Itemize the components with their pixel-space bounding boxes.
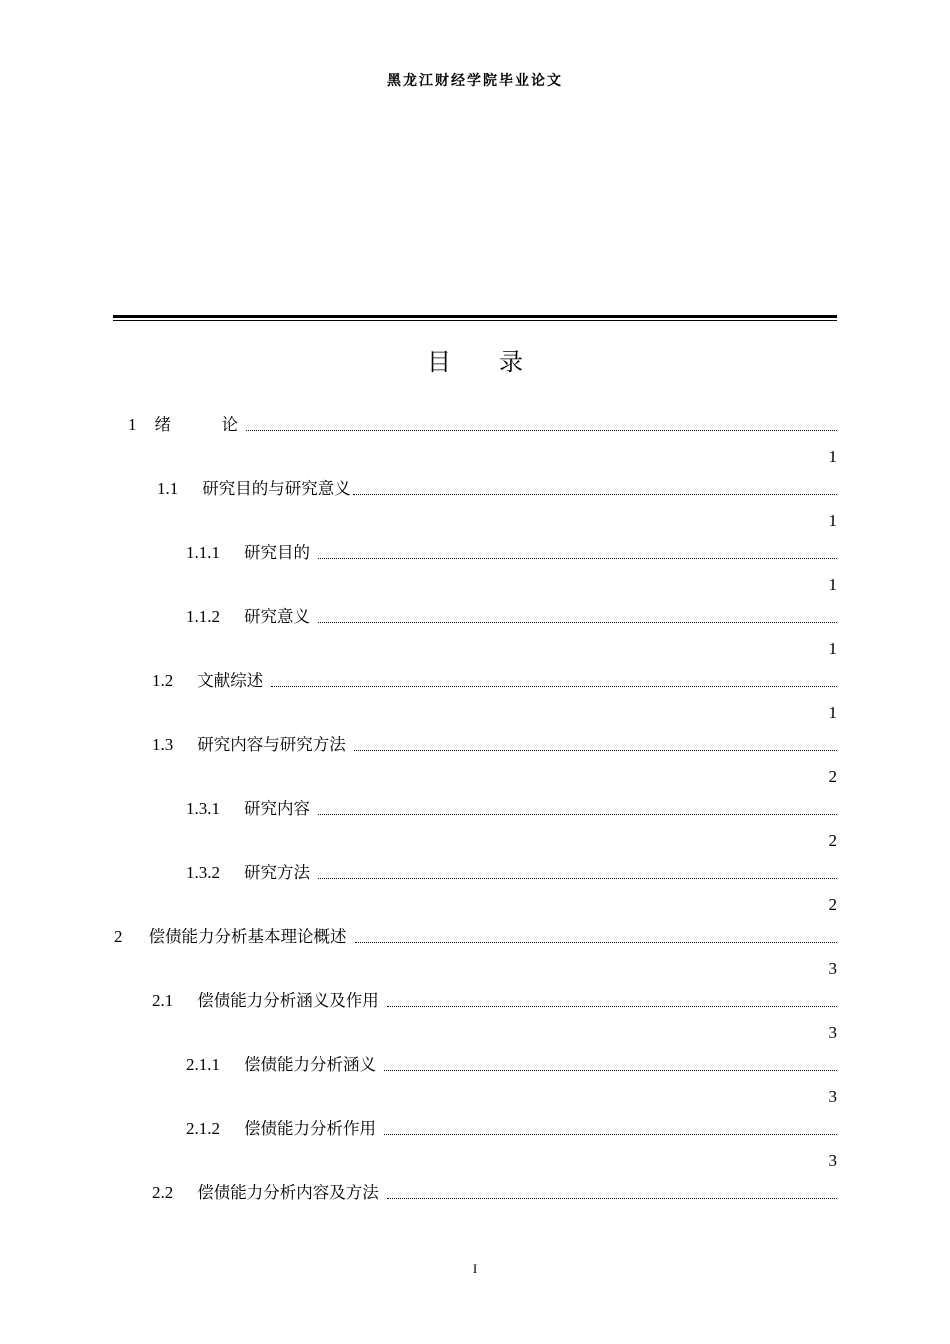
page-header: 黑龙江财经学院毕业论文 <box>387 73 563 89</box>
toc-entry-number: 2.1 <box>152 991 174 1010</box>
toc-entry[interactable] <box>186 1118 837 1140</box>
toc-entry-label: 文献综述 <box>197 671 264 690</box>
toc-leader-dots <box>318 621 837 623</box>
toc-entry[interactable] <box>114 926 837 948</box>
toc-entry-page: 1 <box>828 511 837 530</box>
toc-entry[interactable] <box>186 1054 837 1076</box>
toc-entry-number: 1.1.2 <box>186 607 220 626</box>
toc-entry-label: 绪 论 <box>154 415 238 434</box>
toc-entry-number: 2.1.1 <box>186 1055 220 1074</box>
header-rule-thick <box>113 315 837 318</box>
toc-leader-dots <box>355 941 838 943</box>
toc-entry-page: 3 <box>828 1087 837 1106</box>
toc-entry-label: 研究内容 <box>244 799 310 818</box>
toc-leader-dots <box>318 877 837 879</box>
toc-entry-number: 2.2 <box>152 1183 174 1202</box>
toc-leader-dots <box>387 1005 837 1007</box>
toc-entry[interactable] <box>186 798 837 820</box>
toc-leader-dots <box>271 685 837 687</box>
toc-entry[interactable] <box>152 734 837 756</box>
toc-entry-page: 3 <box>828 1151 837 1170</box>
toc-entry-label: 偿债能力分析基本理论概述 <box>148 927 347 946</box>
toc-entry-page: 2 <box>828 831 837 850</box>
toc-entry[interactable] <box>186 606 837 628</box>
toc-entry[interactable] <box>186 862 837 884</box>
toc-entry-number: 1.1 <box>157 479 179 498</box>
toc-entry-number: 1.3 <box>152 735 174 754</box>
toc-entry-number: 2 <box>114 927 123 946</box>
toc-entry-page: 1 <box>828 575 837 594</box>
toc-leader-dots <box>318 813 837 815</box>
toc-entry-page: 1 <box>828 703 837 722</box>
toc-entry-page: 3 <box>828 959 837 978</box>
toc-entry-number: 1.3.2 <box>186 863 220 882</box>
toc-entry-page: 1 <box>828 447 837 466</box>
toc-entry[interactable] <box>152 1182 837 1204</box>
page-number: I <box>472 1261 478 1276</box>
toc-entry-page: 2 <box>828 767 837 786</box>
toc-entry[interactable] <box>128 414 837 436</box>
toc-title <box>0 342 950 377</box>
toc-entry-number: 1.2 <box>152 671 174 690</box>
toc-leader-dots <box>384 1133 837 1135</box>
toc-entry[interactable] <box>152 670 837 692</box>
toc-entry-number: 1.3.1 <box>186 799 220 818</box>
toc-leader-dots <box>354 749 837 751</box>
toc-entry-label: 研究意义 <box>244 607 310 626</box>
toc-title-char-2: 录 <box>499 348 523 376</box>
header-rule-thin <box>113 320 837 321</box>
toc-entry-label: 偿债能力分析内容及方法 <box>197 1183 379 1202</box>
toc-title-char-1: 目 <box>427 348 451 376</box>
toc-entry-label: 研究目的与研究意义 <box>202 479 351 498</box>
toc-leader-dots <box>353 493 837 495</box>
toc-entry-number: 1.1.1 <box>186 543 220 562</box>
toc-entry-label: 研究方法 <box>244 863 310 882</box>
toc-entry-number: 1 <box>128 415 137 434</box>
toc-leader-dots <box>246 429 837 431</box>
toc-entry-label: 研究内容与研究方法 <box>197 735 346 754</box>
toc-entry-page: 3 <box>828 1023 837 1042</box>
toc-entry-page: 2 <box>828 895 837 914</box>
toc-entry[interactable] <box>186 542 837 564</box>
toc-leader-dots <box>387 1197 837 1199</box>
toc-leader-dots <box>318 557 837 559</box>
toc-entry[interactable] <box>152 990 837 1012</box>
toc-entry-label: 偿债能力分析涵义 <box>244 1055 376 1074</box>
toc-entry-label: 偿债能力分析作用 <box>244 1119 376 1138</box>
toc-entry-number: 2.1.2 <box>186 1119 220 1138</box>
toc-entry[interactable] <box>157 478 837 500</box>
toc-entry-label: 偿债能力分析涵义及作用 <box>197 991 379 1010</box>
toc-entry-page: 1 <box>828 639 837 658</box>
toc-leader-dots <box>384 1069 837 1071</box>
toc-entry-label: 研究目的 <box>244 543 310 562</box>
